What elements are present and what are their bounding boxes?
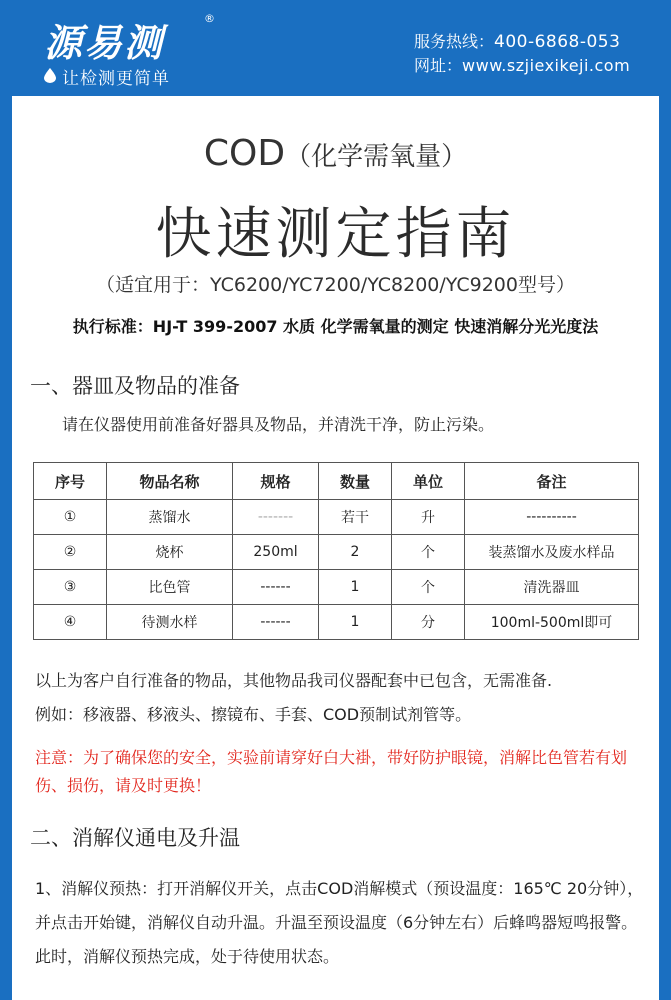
- hotline-line: [414, 30, 630, 54]
- cell-name: 烧杯: [107, 535, 233, 570]
- applicable-models: （适宜用于：YC6200/YC7200/YC8200/YC9200型号）: [96, 274, 575, 296]
- section1-heading: 一、器皿及物品的准备: [30, 374, 240, 398]
- col-index: 序号: [34, 463, 107, 500]
- cell-qty: 1: [319, 605, 392, 640]
- cell-index: ②: [34, 535, 107, 570]
- table-header-row: [34, 463, 639, 500]
- cell-name: 待测水样: [107, 605, 233, 640]
- items-table: [33, 462, 639, 640]
- brand-slogan: 让检测更简单: [62, 69, 170, 89]
- cell-index: ④: [34, 605, 107, 640]
- table-row: [34, 535, 639, 570]
- section1-intro: 请在仪器使用前准备好器具及物品，并清洗干净，防止污染。: [62, 415, 495, 434]
- section2-step1: 1、消解仪预热：打开消解仪开关，点击COD消解模式（预设温度：165℃ 20分钟），并点击开始键，消解仪自动升温。升温至预设温度（6分钟左右）后蜂鸣器短鸣报警。此时，消解仪预热完成，处于待使用状态。: [35, 879, 644, 966]
- hotline-number: 400-6868-053: [494, 32, 621, 52]
- cod-title: [0, 133, 671, 174]
- website-line: [414, 54, 630, 78]
- prep-note-2: 例如：移液器、移液头、擦镜布、手套、COD预制试剂管等。: [35, 705, 472, 724]
- registered-mark: ®: [204, 12, 215, 25]
- cell-spec: -------: [233, 500, 319, 535]
- cell-index: ①: [34, 500, 107, 535]
- website-url: www.szjiexikeji.com: [462, 56, 631, 75]
- cod-label: COD: [203, 133, 286, 174]
- cell-unit: 分: [392, 605, 465, 640]
- section2-heading: 二、消解仪通电及升温: [30, 826, 240, 850]
- cell-name: 比色管: [107, 570, 233, 605]
- water-drop-icon: [44, 68, 56, 83]
- cell-qty: 若干: [319, 500, 392, 535]
- col-qty: 数量: [319, 463, 392, 500]
- col-spec: 规格: [233, 463, 319, 500]
- header-banner: [0, 0, 671, 96]
- cell-qty: 2: [319, 535, 392, 570]
- cell-unit: 个: [392, 570, 465, 605]
- cell-remark: 装蒸馏水及废水样品: [465, 535, 639, 570]
- cell-spec: ------: [233, 605, 319, 640]
- main-title: 快速测定指南: [155, 202, 516, 267]
- standard-line: 执行标准：HJ-T 399-2007 水质 化学需氧量的测定 快速消解分光光度法: [72, 317, 599, 336]
- cell-spec: 250ml: [233, 535, 319, 570]
- table-row: [34, 570, 639, 605]
- cell-remark: 100ml-500ml即可: [465, 605, 639, 640]
- col-unit: 单位: [392, 463, 465, 500]
- col-name: 物品名称: [107, 463, 233, 500]
- prep-note-1: 以上为客户自行准备的物品，其他物品我司仪器配套中已包含，无需准备.: [35, 671, 553, 690]
- table-row: [34, 605, 639, 640]
- cell-unit: 个: [392, 535, 465, 570]
- cell-unit: 升: [392, 500, 465, 535]
- cod-subtitle: （化学需氧量）: [285, 142, 468, 172]
- cell-name: 蒸馏水: [107, 500, 233, 535]
- cell-qty: 1: [319, 570, 392, 605]
- website-label: 网址：: [414, 56, 463, 75]
- cell-spec: ------: [233, 570, 319, 605]
- col-remark: 备注: [465, 463, 639, 500]
- table-row: [34, 500, 639, 535]
- cell-index: ③: [34, 570, 107, 605]
- brand-logo: 源易测: [44, 21, 165, 65]
- cell-remark: 清洗器皿: [465, 570, 639, 605]
- cell-remark: ----------: [465, 500, 639, 535]
- hotline-label: 服务热线：: [414, 32, 495, 51]
- contact-info: [414, 30, 630, 78]
- safety-warning: 注意：为了确保您的安全，实验前请穿好白大褂，带好防护眼镜，消解比色管若有划伤、损伤，请及时更换！: [35, 748, 628, 795]
